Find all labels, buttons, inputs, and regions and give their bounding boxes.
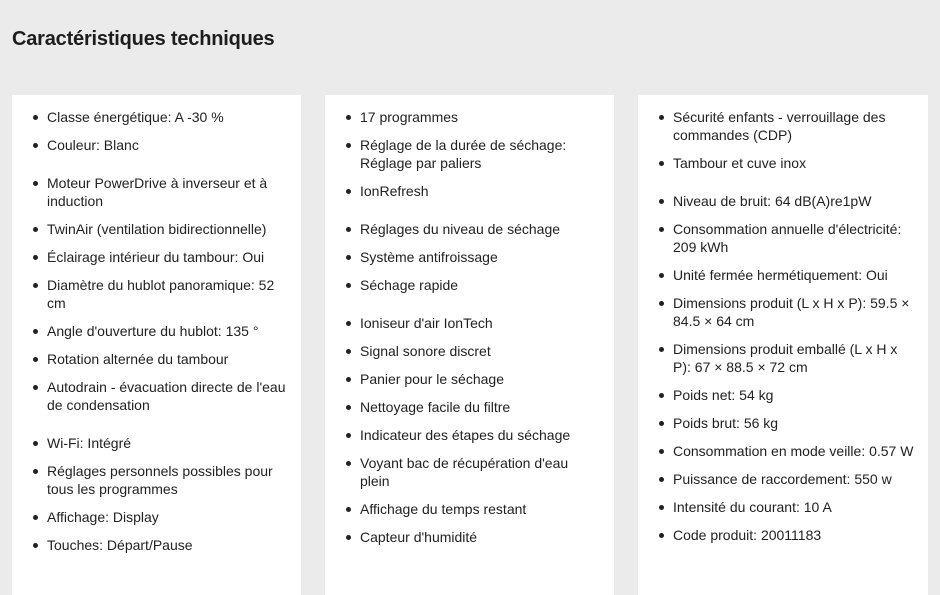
spec-list (638, 95, 928, 544)
spec-item: Système antifroissage (360, 248, 600, 266)
spec-item: Réglages du niveau de séchage (360, 220, 600, 238)
spec-item: Panier pour le séchage (360, 370, 600, 388)
spec-item: Dimensions produit emballé (L x H x P): 67 × 88.5 × 72 cm (673, 340, 914, 376)
spec-item: Puissance de raccordement: 550 w (673, 470, 914, 488)
spec-item: Nettoyage facile du filtre (360, 398, 600, 416)
spec-item: Poids net: 54 kg (673, 386, 914, 404)
spec-item: Code produit: 20011183 (673, 526, 914, 544)
spec-item: 17 programmes (360, 108, 600, 126)
spec-item: Touches: Départ/Pause (47, 536, 287, 554)
spec-item: Unité fermée hermétiquement: Oui (673, 266, 914, 284)
spec-item: Tambour et cuve inox (673, 154, 914, 172)
spec-item: IonRefresh (360, 182, 600, 200)
spec-item: Capteur d'humidité (360, 528, 600, 546)
spec-item: Sécurité enfants - verrouillage des commandes (CDP) (673, 108, 914, 144)
spec-item: Réglage de la durée de séchage: Réglage par paliers (360, 136, 600, 172)
spec-item: Séchage rapide (360, 276, 600, 294)
spec-item: Éclairage intérieur du tambour: Oui (47, 248, 287, 266)
spec-item: Wi-Fi: Intégré (47, 434, 287, 452)
spec-item: Classe énergétique: A -30 % (47, 108, 287, 126)
spec-item: Indicateur des étapes du séchage (360, 426, 600, 444)
spec-item: Poids brut: 56 kg (673, 414, 914, 432)
spec-list (12, 95, 301, 554)
spec-item: Réglages personnels possibles pour tous les programmes (47, 462, 287, 498)
spec-item: Signal sonore discret (360, 342, 600, 360)
spec-item: Consommation annuelle d'électricité: 209 kWh (673, 220, 914, 256)
spec-item: Angle d'ouverture du hublot: 135 ° (47, 322, 287, 340)
spec-item: TwinAir (ventilation bidirectionnelle) (47, 220, 287, 238)
spec-item: Intensité du courant: 10 A (673, 498, 914, 516)
spec-item: Couleur: Blanc (47, 136, 287, 154)
spec-item: Autodrain - évacuation directe de l'eau de condensation (47, 379, 286, 413)
spec-column-3 (638, 95, 928, 595)
spec-item: Consommation en mode veille: 0.57 W (673, 443, 914, 459)
spec-item: Dimensions produit (L x H x P): 59.5 × 84.5 × 64 cm (673, 294, 914, 330)
spec-item: Affichage du temps restant (360, 500, 600, 518)
spec-item: Voyant bac de récupération d'eau plein (360, 454, 600, 490)
spec-column-1 (12, 95, 301, 595)
spec-item: Moteur PowerDrive à inverseur et à induction (47, 174, 287, 210)
spec-item: Ioniseur d'air IonTech (360, 314, 600, 332)
page-title: Caractéristiques techniques (12, 28, 275, 50)
spec-column-2 (325, 95, 614, 595)
spec-item: Rotation alternée du tambour (47, 350, 287, 368)
spec-item: Diamètre du hublot panoramique: 52 cm (47, 276, 287, 312)
spec-item: Niveau de bruit: 64 dB(A)re1pW (673, 192, 914, 210)
spec-list (325, 95, 614, 546)
spec-item: Affichage: Display (47, 508, 287, 526)
